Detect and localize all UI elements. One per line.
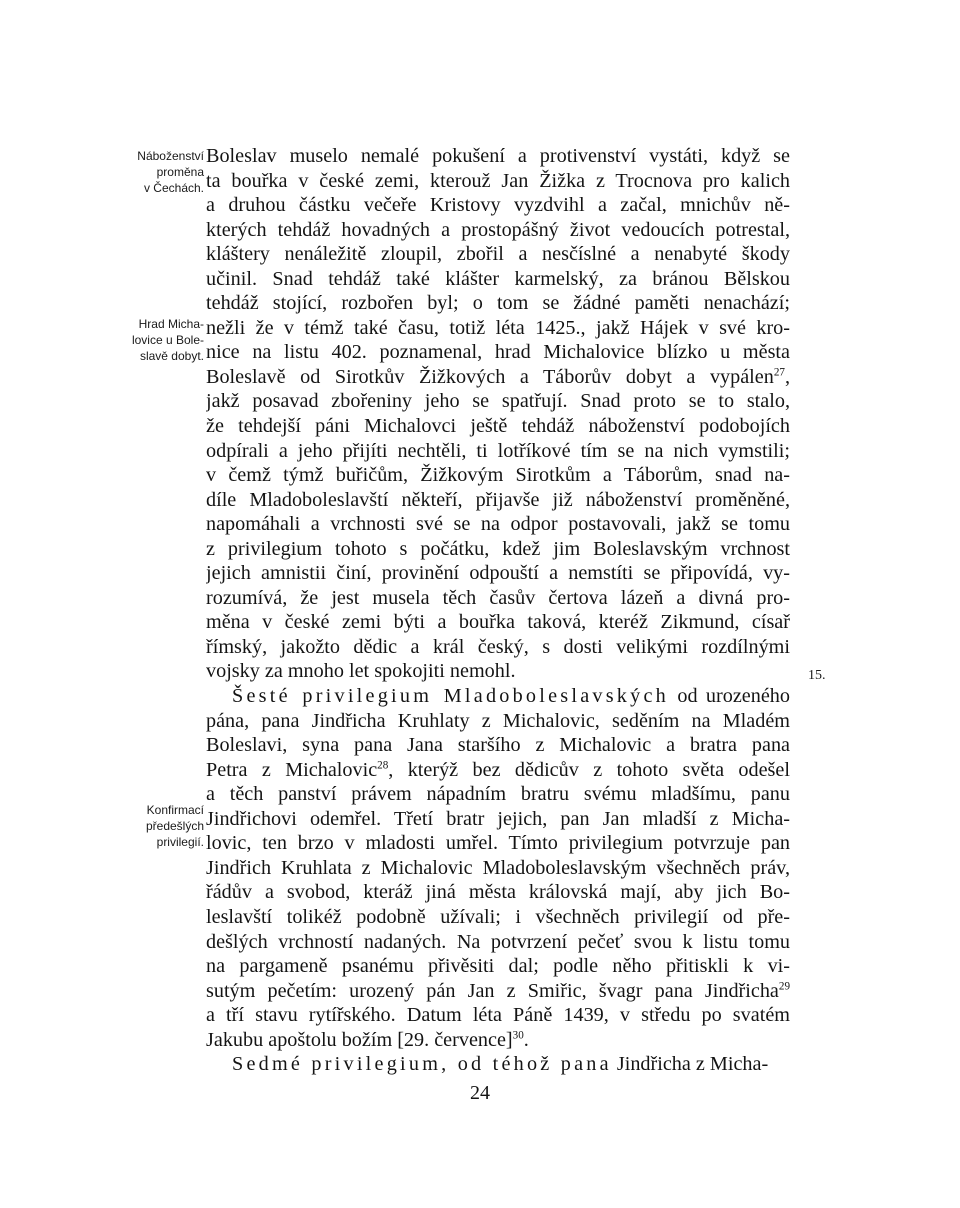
margin-note-confirmation [102,802,204,850]
text-segment: , kterýž bez dědicův z tohoto světa odešel [388,758,790,781]
footnote-ref: 28 [377,758,389,771]
text-segment: Jindřicha z Micha- [611,1053,769,1076]
margin-note-line: v Čechách. [143,181,204,195]
text-line: dešlých vrchností nadaných. Na potvrzení pečeť svou k listu tomu [206,930,790,953]
text-line: tehdáž stojící, rozbořen byl; o tom se žádné paměti nenachází; [206,292,790,315]
text-segment: . [523,1028,529,1051]
text-line: vojsky za mnoho let spokojiti nemohl. [206,660,516,683]
text-line: z privilegium tohoto s počátku, kdež jim Boleslavským vrchnost [206,537,790,560]
text-line [206,1028,790,1053]
text-segment: Jakubu apoštolu božím [29. července] [206,1028,513,1051]
text-line: lovic, ten brzo v mladosti umřel. Tímto privilegium potvrzuje pan [206,832,790,855]
right-margin-number: 15. [808,668,826,683]
text-segment: sutým pečetím: urozený pán Jan z Smiřic, švagr pana Jindřicha [206,979,779,1002]
margin-note-castle [102,316,204,364]
text-line [206,758,790,783]
text-line: na pargameně psanému přivěsiti dal; podle něho přitiskli k vi- [206,955,790,978]
text-line: nežli že v témž také času, totiž léta 1425., jakž Hájek v své kro- [206,316,790,339]
footnote-ref: 29 [778,979,790,992]
text-line: pána, pana Jindřicha Kruhlaty z Michalovic, seděním na Mladém [206,709,790,732]
margin-note-religion [102,148,204,196]
margin-note-line: privilegií. [156,835,204,849]
text-line: že tehdejší páni Michalovci ještě tehdáž náboženství podobojích [206,415,790,438]
margin-note-line: Hrad Micha- [138,317,204,331]
text-line: napomáhali a vrchnosti své se na odpor postavovali, jakž se tomu [206,513,790,536]
text-segment: , [784,365,790,388]
text-line: Jindřich Kruhlata z Michalovic Mladoboleslavským všechněch práv, [206,856,790,879]
text-line [206,1052,790,1077]
footnote-ref: 27 [773,366,785,379]
text-line: řádův a svobod, kteráž jiná města královská mají, aby jich Bo- [206,881,790,904]
text-segment: od urozeného [668,685,790,708]
text-line: a tří stavu rytířského. Datum léta Páně 1439, v středu po svatém [206,1004,790,1027]
margin-note-line: předešlých [145,819,204,833]
margin-note-line: slavě dobyt. [139,349,204,363]
text-line: Jindřichovi odemřel. Třetí bratr jejich, pan Jan mladší z Micha- [206,807,790,830]
text-segment: Boleslavě od Sirotkův Žižkových a Táborův dobyt a vypálen [206,365,774,388]
text-line: Boleslavi, syna pana Jana staršího z Michalovic a bratra pana [206,734,790,757]
text-line: leslavští tolikéž podobně užívali; i všechněch privilegií od pře- [206,905,790,928]
spaced-heading: Šesté privilegium Mladoboleslavských [232,685,669,708]
text-line: kterých tehdáž hovadných a prostopášný život vedoucích potrestal, [206,218,790,241]
text-line: a druhou částku večeře Kristovy vyzdvihl a začal, mnichův ně- [206,194,790,217]
text-line: měna v české zemi býti a bouřka taková, kteréž Zikmund, císař [206,611,790,634]
text-line: římský, jakožto dědic a král český, s dosti velikými rozdílnými [206,635,790,658]
margin-note-line: lovice u Bole- [131,333,204,347]
margin-note-line: Náboženství [137,149,204,163]
text-line: učinil. Snad tehdáž také klášter karmelský, za bránou Bělskou [206,267,790,290]
text-line: ta bouřka v české zemi, kterouž Jan Žižka z Trocnova pro kalich [206,169,790,192]
text-line: kláštery nenáležitě zloupil, zbořil a nesčíslné a nenabyté škody [206,243,790,266]
text-line: jejich amnistii činí, provinění odpouští a nemstíti se připovídá, vy- [206,562,790,585]
body-text [206,144,790,1077]
spaced-heading: Sedmé privilegium, od téhož pana [232,1053,612,1076]
margin-note-line: Konfirmací [146,803,204,817]
margin-note-line: proměna [156,165,204,179]
text-line [206,684,790,709]
text-line: nice na listu 402. poznamenal, hrad Michalovice blízko u města [206,341,790,364]
text-line: a těch panství právem nápadním bratru svému mladšímu, panu [206,783,790,806]
footnote-ref: 30 [512,1028,524,1041]
text-line: v čemž týmž buřičům, Žižkovým Sirotkům a Táborům, snad na- [206,464,790,487]
text-line [206,365,790,390]
text-line: rozumívá, že jest musela těch časův čertova lázeň a divná pro- [206,586,790,609]
text-line: díle Mladoboleslavští někteří, přijavše již náboženství proměněné, [206,488,790,511]
text-line: odpírali a jeho přijíti nechtěli, ti lotříkové tím se na nich vymstili; [206,439,790,462]
text-line: jakž posavad zbořeniny jeho se spatřují. Snad proto se to stalo, [206,390,790,413]
text-line [206,979,790,1004]
text-segment: Petra z Michalovic [206,758,378,781]
text-line: Boleslav muselo nemalé pokušení a protivenství vystáti, když se [206,145,790,167]
page-number: 24 [470,1082,490,1104]
